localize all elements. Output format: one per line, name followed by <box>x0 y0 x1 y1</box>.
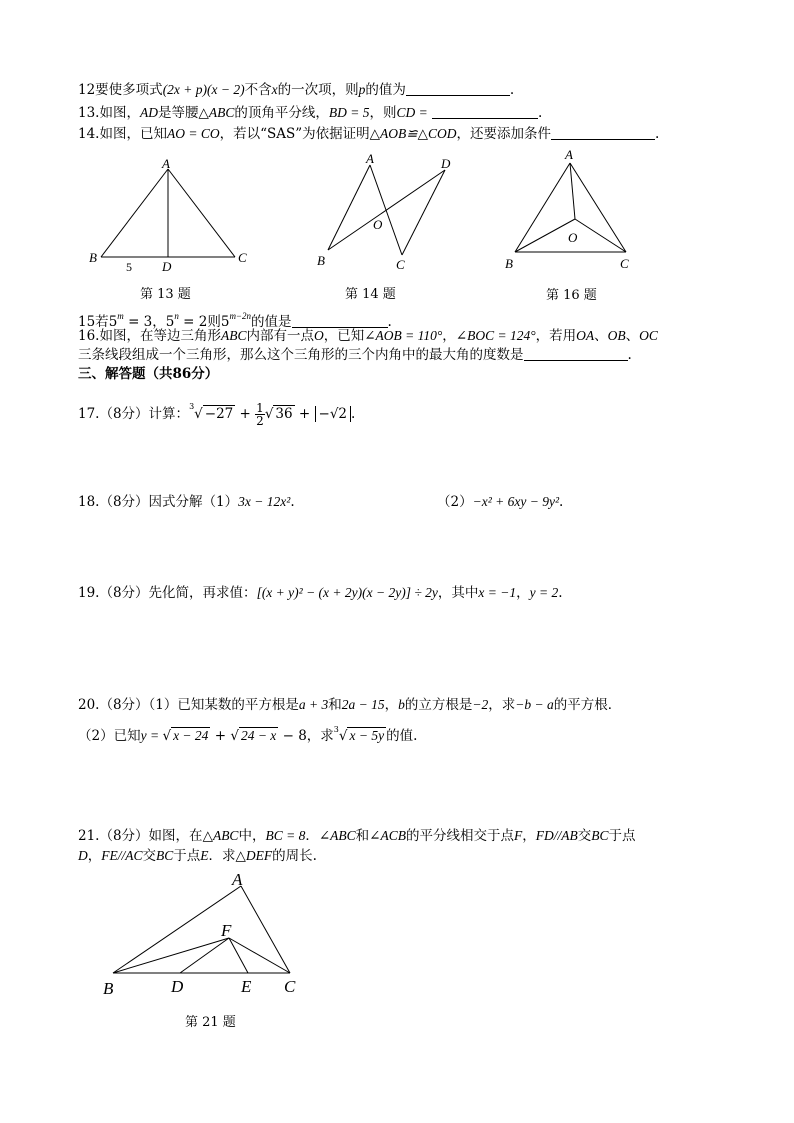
q13-text: 13.如图， <box>78 105 140 121</box>
q15-text-2: 则 <box>207 314 221 330</box>
q21-bc-2: BC <box>591 828 609 843</box>
q21-angle-acb: ∠ACB <box>369 828 406 843</box>
q15-base-3: 5 <box>220 314 230 330</box>
figure-16-caption: 第 16 题 <box>546 288 597 303</box>
q21-comma-2: ， <box>87 848 102 864</box>
label-a: A <box>232 870 243 889</box>
q21-text: 21.（8分）如图，在 <box>78 828 203 844</box>
question-16-line-2: 三条线段组成一个三角形，那么这个三角形的三个内角中的最大角的度数是 . <box>78 347 632 363</box>
q15-exp-3: m−2n <box>229 311 252 321</box>
q13-text-3: 的顶角平分线， <box>234 105 329 121</box>
label-c: C <box>284 977 296 996</box>
q21-text-4: 的平分线相交于点 <box>405 828 514 844</box>
question-16-line-1 <box>78 326 658 346</box>
q17-denominator: 2 <box>256 414 264 428</box>
q17-root-index: 3 <box>189 402 195 411</box>
figure-14 <box>310 150 470 275</box>
figure-13 <box>85 155 255 275</box>
q16-dun-2: 、 <box>625 328 640 344</box>
q21-text-2: 中， <box>238 828 266 844</box>
q19-text: 19.（8分）先化简，再求值： <box>78 585 257 601</box>
q13-text-2: 是等腰 <box>157 105 199 121</box>
q16-oc: OC <box>639 328 658 343</box>
q21-triangle: △ABC <box>202 828 239 843</box>
q20-comma: ， <box>384 697 399 713</box>
q17-radicand-2: 36 <box>275 406 293 422</box>
q20-text-3: ，求 <box>488 697 516 713</box>
q12-text-2: 不含 <box>244 82 272 98</box>
q18-dot: . <box>290 494 295 510</box>
answer-blank[interactable] <box>551 125 655 140</box>
q18-part-2-label: （2） <box>437 494 473 510</box>
q21-text-6: 于点 <box>608 828 636 844</box>
q21-angle-abc: ∠ABC <box>318 828 356 843</box>
q20-text-6: ，求 <box>306 728 334 744</box>
label-a: A <box>162 156 170 171</box>
q21-f: F <box>513 828 523 843</box>
label-bd-length: 5 <box>126 260 132 274</box>
q16-text-3: ，已知 <box>323 328 365 344</box>
q20-text-4: 的平方根． <box>553 697 622 713</box>
q13-cd: CD = <box>396 105 428 120</box>
q20-text-2: 的立方根是 <box>404 697 473 713</box>
q18-dot-2: . <box>559 494 564 510</box>
label-a: A <box>366 151 374 166</box>
q20-b: b <box>398 697 405 712</box>
q12-var: x <box>271 82 278 97</box>
label-d: D <box>171 977 184 996</box>
q16-aob: ∠AOB = 110° <box>364 328 443 343</box>
answer-blank[interactable] <box>432 104 538 119</box>
q20-radicand-1: x − 24 <box>173 728 209 743</box>
q21-fd: FD//AB <box>535 828 578 843</box>
q19-x-value: x = −1 <box>478 585 517 600</box>
q21-fe: FE//AC <box>101 848 143 863</box>
q15-text: 15若 <box>78 314 109 330</box>
q15-sep: ， <box>152 314 166 330</box>
label-d: D <box>162 259 172 274</box>
q16-ob: OB <box>607 328 626 343</box>
section-heading: 三、解答题（共86分） <box>78 366 219 382</box>
q15-val-2: = 2 <box>178 314 208 330</box>
q12-text: 12要使多项式 <box>78 82 163 98</box>
q16-comma: ， <box>442 328 456 344</box>
question-17: 17.（8分）计算：$^3$√ −27 + $\frac{1}{2}$ √ 36 + −√2 . <box>78 401 356 428</box>
q18-expr-2: −x² + 6xy − 9y² <box>472 494 559 509</box>
q20-text: 20.（8分）（1）已知某数的平方根是 <box>78 697 299 713</box>
q16-o: O <box>313 328 324 343</box>
q20-text-5: （2）已知 <box>78 728 141 744</box>
question-19 <box>78 583 563 603</box>
q19-end: . <box>558 585 563 601</box>
q21-text-5: 交 <box>577 828 592 844</box>
q16-text-2: 内部有一点 <box>246 328 314 344</box>
label-e: E <box>241 977 252 996</box>
q20-radicand-3: x − 5y <box>349 728 385 743</box>
q15-exp-2: n <box>174 311 179 321</box>
label-b: B <box>103 979 114 998</box>
q20-neg-b-minus-a: −b − a <box>515 697 554 712</box>
q17-text: 17.（8分）计算： <box>78 406 190 422</box>
q12-text-4: 的值为 <box>365 82 406 98</box>
answer-blank[interactable] <box>524 346 628 361</box>
q20-minus-8: − 8 <box>278 728 307 744</box>
label-a: A <box>565 147 573 162</box>
q21-text-8: 于点 <box>173 848 201 864</box>
q21-text-9: ．求 <box>208 848 236 864</box>
q20-root-index: 3 <box>333 725 339 734</box>
label-d: D <box>441 156 451 171</box>
q17-numerator: 1 <box>256 401 264 415</box>
q12-p: p <box>358 82 366 97</box>
q19-sep: ， <box>516 585 530 601</box>
q20-y-eq: y = <box>140 728 163 743</box>
q21-e: E <box>200 848 209 863</box>
q21-text-3: ． <box>305 828 319 844</box>
q16-oa: OA <box>576 328 595 343</box>
label-c: C <box>238 250 247 265</box>
label-o: O <box>373 217 383 232</box>
q17-abs: −√2 <box>315 406 352 422</box>
q15-base-1: 5 <box>108 314 118 330</box>
q17-radicand-1: −27 <box>204 406 234 422</box>
q15-text-3: 的值是 <box>251 314 292 330</box>
q17-plus-2: + <box>294 406 315 422</box>
figure-21 <box>98 868 318 1003</box>
q20-text-7: 的值. <box>386 728 418 744</box>
label-b: B <box>317 253 325 268</box>
q21-d: D <box>78 848 88 863</box>
q16-text: 16.如图，在等边三角形 <box>78 328 221 344</box>
q16-text-4: ，若用 <box>535 328 577 344</box>
q21-def: △DEF <box>235 848 273 863</box>
q21-bc: BC = 8 <box>265 828 306 843</box>
question-18-part-2 <box>437 492 563 512</box>
q13-ad: AD <box>139 105 158 120</box>
question-13: 13.如图，AD是等腰△ABC的顶角平分线，BD = 5，则CD = . <box>78 105 543 121</box>
q14-text: 14.如图，已知 <box>78 126 167 142</box>
question-15: 15若$5^m = 3$，$5^n = 2$则$5^{m-2n}$的值是 . <box>78 311 392 330</box>
q20-and: 和 <box>328 697 342 713</box>
label-o: O <box>568 230 578 245</box>
q21-bc-3: BC <box>156 848 174 863</box>
q16-text-5: 三条线段组成一个三角形，那么这个三角形的三个内角中的最大角的度数是 <box>78 347 524 363</box>
q13-text-4: ，则 <box>369 105 397 121</box>
q15-exp-1: m <box>117 311 124 321</box>
q20-plus: + <box>210 728 231 744</box>
q16-abc: ABC <box>220 328 247 343</box>
question-21-line-2 <box>78 846 317 866</box>
figure-14-caption: 第 14 题 <box>345 287 396 302</box>
question-12: 12要使多项式(2x + p)(x − 2)不含x的一次项，则p的值为 . <box>78 82 515 98</box>
q19-expression: [(x + y)² − (x + 2y)(x − 2y)] ÷ 2y <box>256 585 438 600</box>
figure-13-caption: 第 13 题 <box>140 287 191 302</box>
q21-comma: ， <box>522 828 536 844</box>
q15-val-1: = 3 <box>123 314 153 330</box>
q14-text-3: ，还要添加条件 <box>456 126 551 142</box>
question-20-part-2: （2）已知y = √ x − 24 + √ 24 − x − 8，求$^3$√ x − 5y 的值. <box>78 725 418 744</box>
q14-congruence: △AOB≌△COD <box>369 126 457 141</box>
question-21-line-1 <box>78 826 635 846</box>
label-c: C <box>620 256 629 271</box>
figure-21-caption: 第 21 题 <box>185 1015 236 1030</box>
q18-expr-1: 3x − 12x² <box>238 494 291 509</box>
q20-minus-2: −2 <box>472 697 489 712</box>
q12-expression: (2x + p)(x − 2) <box>162 82 245 97</box>
label-b: B <box>505 256 513 271</box>
q20-a-plus-3: a + 3 <box>298 697 329 712</box>
q17-plus-1: + <box>235 406 256 422</box>
q18-text: 18.（8分）因式分解（1） <box>78 494 239 510</box>
label-b: B <box>89 250 97 265</box>
label-f: F <box>221 921 232 940</box>
q21-text-7: 交 <box>142 848 156 864</box>
q20-radicand-2: 24 − x <box>240 728 277 743</box>
q19-y-value: y = 2 <box>529 585 559 600</box>
answer-blank[interactable] <box>406 81 510 96</box>
figure-16 <box>498 145 648 277</box>
q17-fraction <box>255 402 265 427</box>
label-c: C <box>396 257 405 272</box>
q13-bd: BD = 5 <box>328 105 370 120</box>
question-14: 14.如图，已知AO = CO，若以“SAS”为依据证明△AOB≌△COD，还要添加条件 . <box>78 126 660 142</box>
q20-2a-minus-15: 2a − 15 <box>341 697 385 712</box>
q15-base-2: 5 <box>165 314 175 330</box>
q12-text-3: 的一次项，则 <box>277 82 359 98</box>
q14-cond: AO = CO <box>166 126 220 141</box>
q21-and: 和 <box>355 828 370 844</box>
q16-boc: ∠BOC = 124° <box>455 328 536 343</box>
q14-text-2: ，若以“SAS”为依据证明 <box>219 126 370 142</box>
q16-dun-1: 、 <box>594 328 608 344</box>
q13-triangle: △ABC <box>198 105 235 120</box>
question-18 <box>78 492 295 512</box>
q17-end: . <box>351 406 356 422</box>
q21-text-10: 的周长. <box>272 848 317 864</box>
q19-text-2: ，其中 <box>437 585 479 601</box>
question-20-part-1 <box>78 695 621 715</box>
